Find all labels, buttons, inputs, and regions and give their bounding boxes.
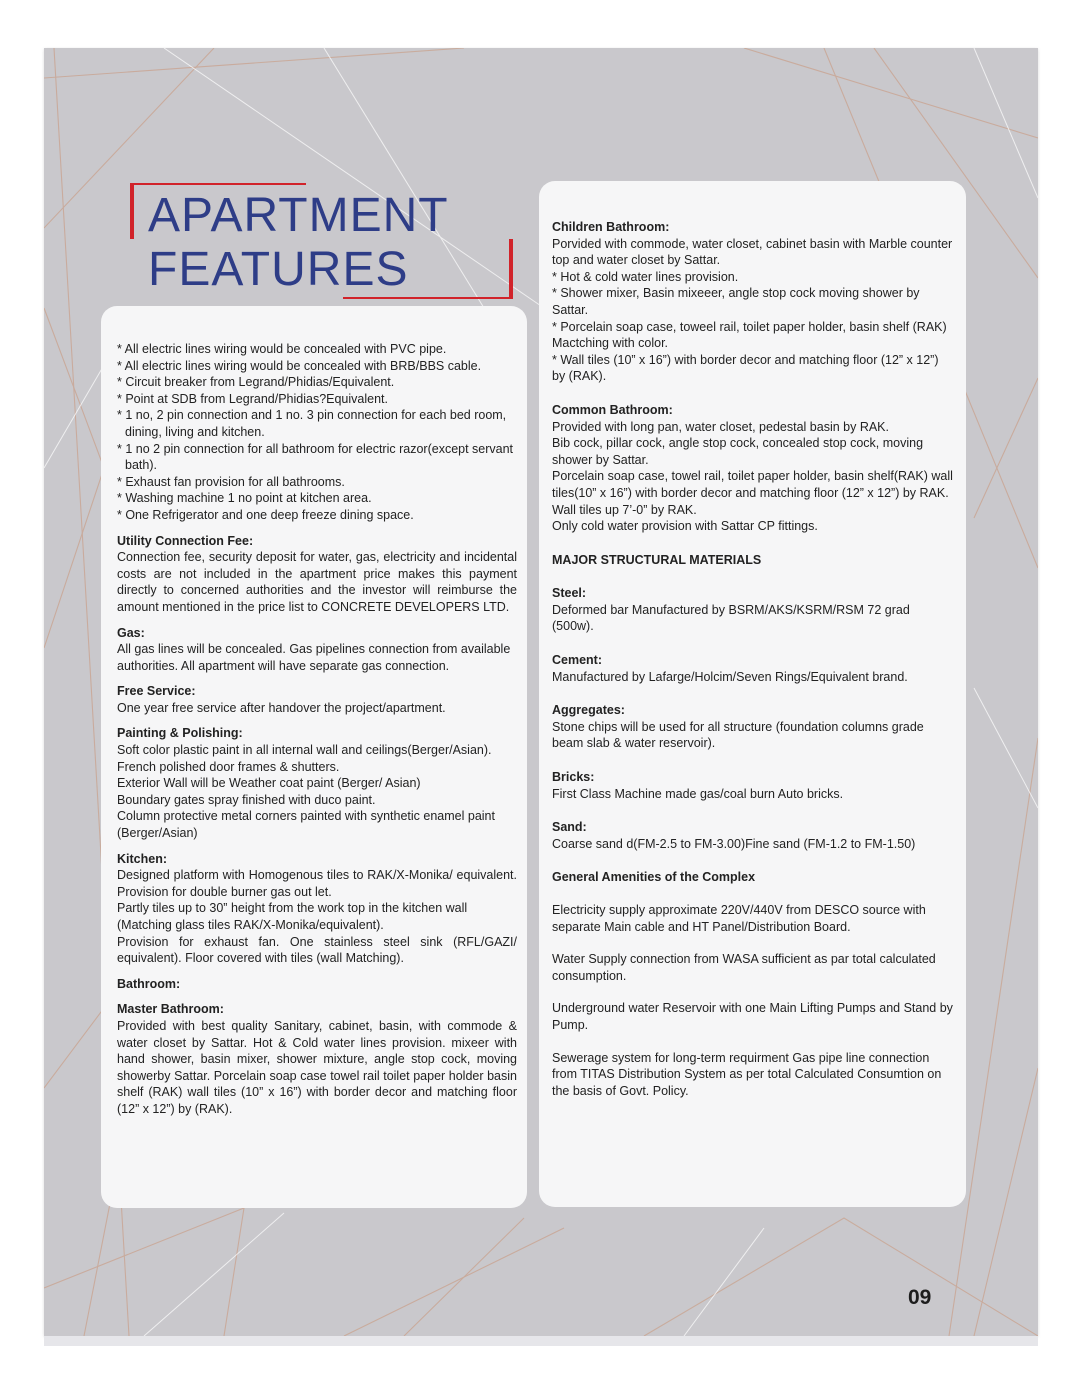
children-bathroom-line: * Wall tiles (10” x 16”) with border decor and matching floor (12” x 12”) by (RAK). <box>552 352 939 384</box>
gas-heading: Gas: <box>117 625 145 640</box>
gas-text: All gas lines will be concealed. Gas pipelines connection from available authorities. All apartment will have separate gas connection. <box>117 642 511 673</box>
bricks-heading: Bricks: <box>552 770 595 785</box>
list-item: * One Refrigerator and one deep freeze dining space. <box>117 507 414 522</box>
title-bracket-bottom <box>343 297 513 299</box>
aggregates-heading: Aggregates: <box>552 703 625 718</box>
features-panel-left <box>101 306 527 1208</box>
cement-heading: Cement: <box>552 653 603 668</box>
brochure-page <box>44 48 1038 1336</box>
amenities-paragraph: Sewerage system for long-term requirment Gas pipe line connection from TITAS Distribution System as per total Calculated Consumtion on the basis of Govt. Policy. <box>552 1050 942 1098</box>
master-bathroom-section <box>117 1001 517 1117</box>
list-item: * 1 no 2 pin connection for all bathroom for electric razor(except servant bath). <box>117 441 514 473</box>
title-bracket-left <box>130 183 134 239</box>
children-bathroom-line: * Hot & cold water lines provision. <box>552 269 739 284</box>
major-materials-heading-block <box>552 552 954 569</box>
children-bathroom-line: * Shower mixer, Basin mixeeer, angle stop cock moving shower by Sattar. <box>552 286 920 317</box>
steel-section <box>552 585 954 635</box>
common-bathroom-line: Porcelain soap case, towel rail, toilet paper holder, basin shelf(RAK) wall tiles(10” x 16”) with border decor and matching floor (12” x 12”) by RAK. <box>552 469 953 500</box>
list-item: * 1 no, 2 pin connection and 1 no. 3 pin connection for each bed room, dining, living and kitchen. <box>117 408 507 439</box>
steel-heading: Steel: <box>552 586 587 601</box>
list-item: * Washing machine 1 no point at kitchen area. <box>117 491 372 506</box>
common-bathroom-line: Only cold water provision with Sattar CP fittings. <box>552 519 818 534</box>
painting-line: Soft color plastic paint in all internal wall and ceilings(Berger/Asian). <box>117 743 492 758</box>
list-item: * All electric lines wiring would be concealed with BRB/BBS cable. <box>117 358 482 373</box>
master-bathroom-text: Provided with best quality Sanitary, cabinet, basin, with commode & water closet by Sattar. Hot & Cold water lines provision. mixeer with hand shower, basin mixer, shower mixture, angle stop cock, moving showerby Sattar. Porcelain soap case towel rail toilet paper holder basin shelf (RAK) wall tiles (10” x 16”) with border decor and matching floor (12” x 12”) by (RAK). <box>117 1018 517 1116</box>
bathroom-heading: Bathroom: <box>117 976 181 991</box>
children-bathroom-heading: Children Bathroom: <box>552 220 670 234</box>
sand-section <box>552 819 954 852</box>
cement-section <box>552 652 954 685</box>
kitchen-section <box>117 851 517 967</box>
common-bathroom-line: Bib cock, pillar cock, angle stop cock, concealed stop cock, moving shower by Sattar. <box>552 436 924 467</box>
painting-line: Boundary gates spray finished with duco paint. <box>117 792 376 807</box>
children-bathroom-line: * Porcelain soap case, toweel rail, toilet paper holder, basin shelf (RAK) Mactching with color. <box>552 319 947 351</box>
major-materials-heading: MAJOR STRUCTURAL MATERIALS <box>552 552 762 567</box>
free-service-heading: Free Service: <box>117 684 196 699</box>
amenities-paragraph: Water Supply connection from WASA sufficient as par total calculated consumption. <box>552 952 936 983</box>
painting-heading: Painting & Polishing: <box>117 726 243 741</box>
title-bracket-top <box>130 183 306 185</box>
free-service-section <box>117 683 517 716</box>
sand-heading: Sand: <box>552 820 587 835</box>
kitchen-heading: Kitchen: <box>117 851 167 866</box>
page-title <box>130 183 490 303</box>
bricks-section <box>552 769 954 802</box>
features-panel-right <box>539 181 966 1207</box>
common-bathroom-section <box>552 402 954 535</box>
title-line-1: APARTMENT <box>148 189 449 242</box>
common-bathroom-heading: Common Bathroom: <box>552 402 673 417</box>
common-bathroom-line: Wall tiles up 7’-0” by RAK. <box>552 502 697 517</box>
list-item: * Circuit breaker from Legrand/Phidias/Equivalent. <box>117 375 395 390</box>
list-item: * Point at SDB from Legrand/Phidias?Equivalent. <box>117 391 388 406</box>
painting-section <box>117 725 517 841</box>
painting-line: Exterior Wall will be Weather coat paint (Berger/ Asian) <box>117 776 421 791</box>
aggregates-text: Stone chips will be used for all structure (foundation columns grade beam slab & water reservoir). <box>552 719 924 751</box>
kitchen-line: Provision for exhaust fan. One stainless steel sink (RFL/GAZI/ equivalent). Floor covered with tiles (wall Matching). <box>117 934 517 966</box>
electrical-bullet-list <box>117 341 517 524</box>
amenities-paragraph: Electricity supply approximate 220V/440V from DESCO source with separate Main cable and HT Panel/Distribution Board. <box>552 903 926 934</box>
painting-line: French polished door frames & shutters. <box>117 759 340 774</box>
kitchen-line: Designed platform with Homogenous tiles to RAK/X-Monika/ equivalent. Provision for double burner gas out let. <box>117 868 517 899</box>
cement-text: Manufactured by Lafarge/Holcim/Seven Rings/Equivalent brand. <box>552 669 908 684</box>
amenities-paragraph: Underground water Reservoir with one Main Lifting Pumps and Stand by Pump. <box>552 1001 953 1032</box>
steel-text: Deformed bar Manufactured by BSRM/AKS/KSRM/RSM 72 grad (500w). <box>552 602 910 634</box>
amenities-section <box>552 869 954 1099</box>
utility-section <box>117 533 517 616</box>
kitchen-line: Partly tiles up to 30” height from the work top in the kitchen wall (Matching glass tiles RAK/X-Monika/equivalent). <box>117 901 468 932</box>
children-bathroom-section <box>552 219 954 385</box>
free-service-text: One year free service after handover the project/apartment. <box>117 700 446 715</box>
title-bracket-right <box>509 239 513 299</box>
list-item: * Exhaust fan provision for all bathrooms. <box>117 474 345 489</box>
title-line-2: FEATURES <box>148 243 409 296</box>
utility-heading: Utility Connection Fee: <box>117 533 254 548</box>
list-item: * All electric lines wiring would be concealed with PVC pipe. <box>117 342 447 356</box>
sand-text: Coarse sand d(FM-2.5 to FM-3.00)Fine sand (FM-1.2 to FM-1.50) <box>552 836 916 851</box>
page-bottom-strip <box>44 1336 1038 1346</box>
common-bathroom-line: Provided with long pan, water closet, pedestal basin by RAK. <box>552 419 889 434</box>
amenities-heading: General Amenities of the Complex <box>552 870 756 885</box>
painting-line: Column protective metal corners painted with synthetic enamel paint (Berger/Asian) <box>117 809 495 841</box>
bricks-text: First Class Machine made gas/coal burn Auto bricks. <box>552 786 844 801</box>
bathroom-section <box>117 976 517 993</box>
master-bathroom-heading: Master Bathroom: <box>117 1002 224 1017</box>
utility-text: Connection fee, security deposit for water, gas, electricity and incidental costs are not included in the apartment price makes this payment directly to concerned authorities and the investor will reimburse the amount mentioned in the price list to CONCRETE DEVELOPERS LTD. <box>117 550 517 614</box>
page-number: 09 <box>908 1286 932 1309</box>
children-bathroom-line: Porvided with commode, water closet, cabinet basin with Marble counter top and water closet by Sattar. <box>552 236 953 268</box>
gas-section <box>117 625 517 675</box>
aggregates-section <box>552 702 954 752</box>
